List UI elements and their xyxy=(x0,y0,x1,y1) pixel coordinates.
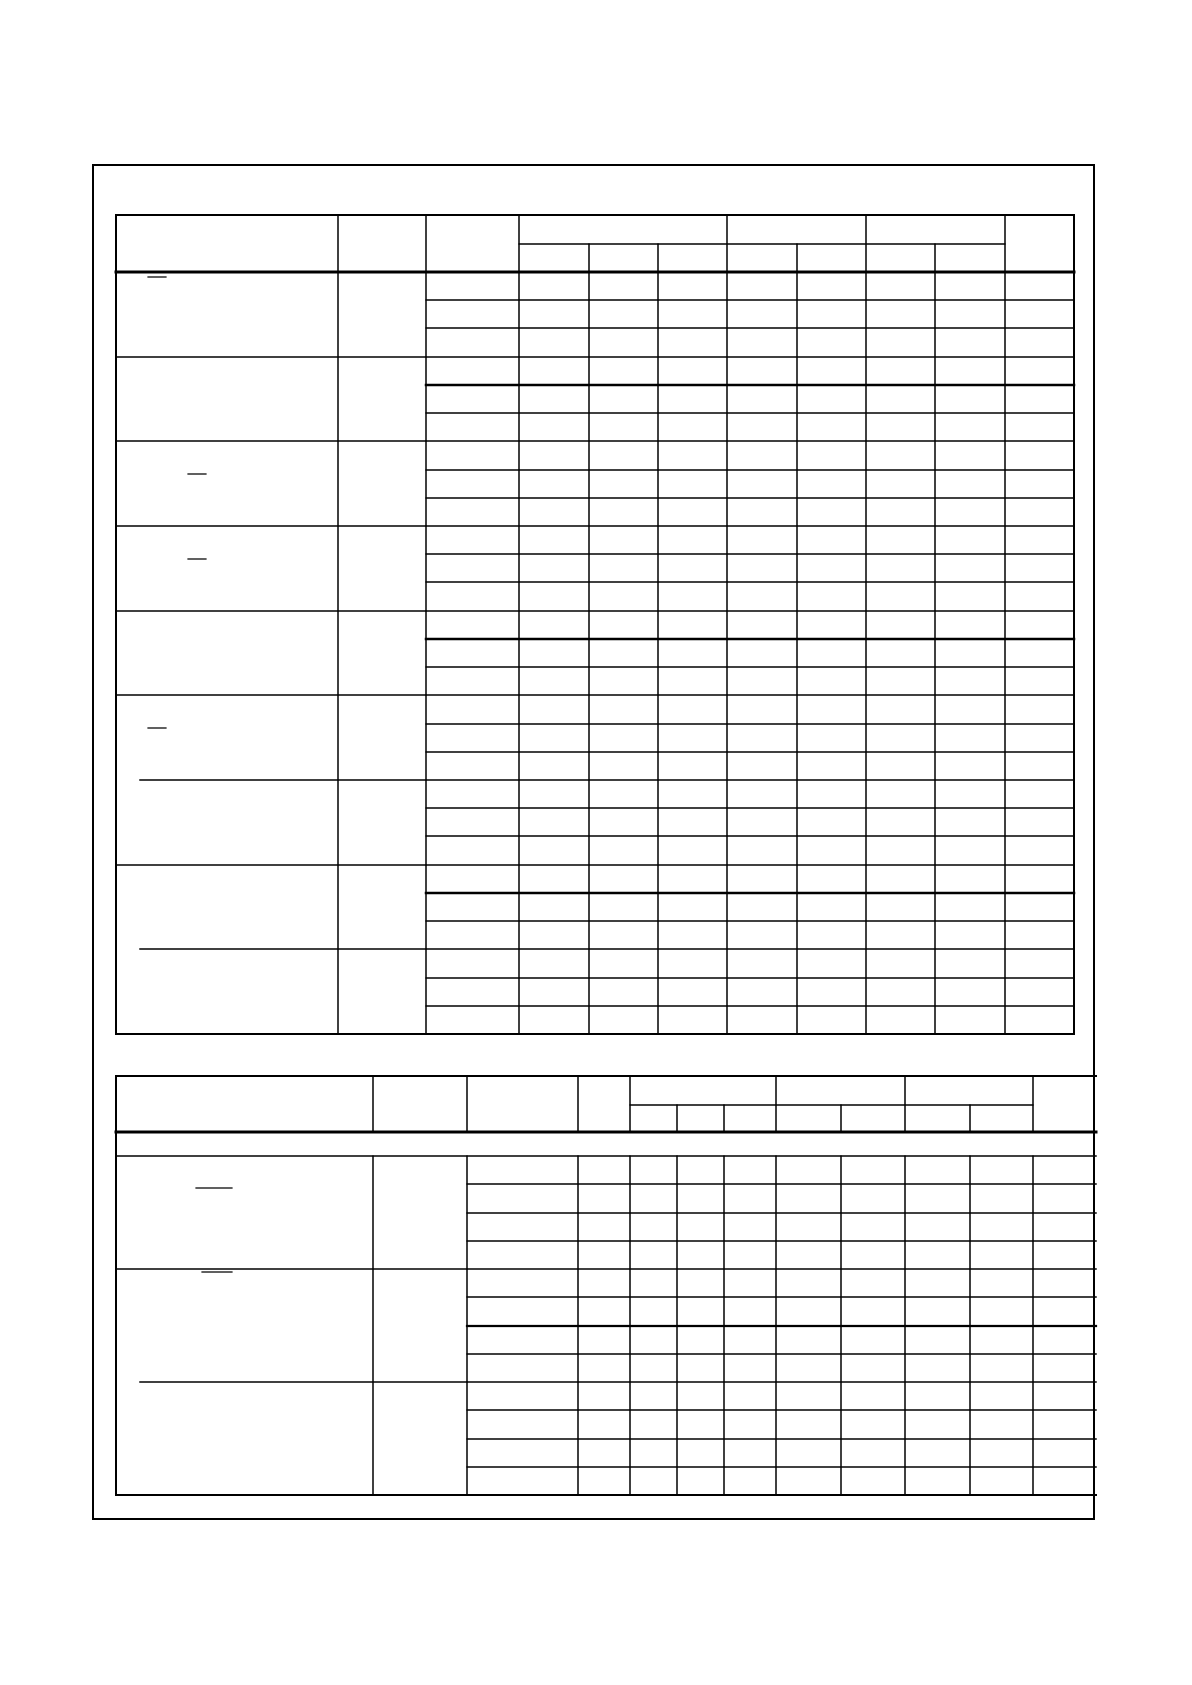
table-top xyxy=(116,215,1074,1034)
table-bottom xyxy=(116,1076,1096,1495)
